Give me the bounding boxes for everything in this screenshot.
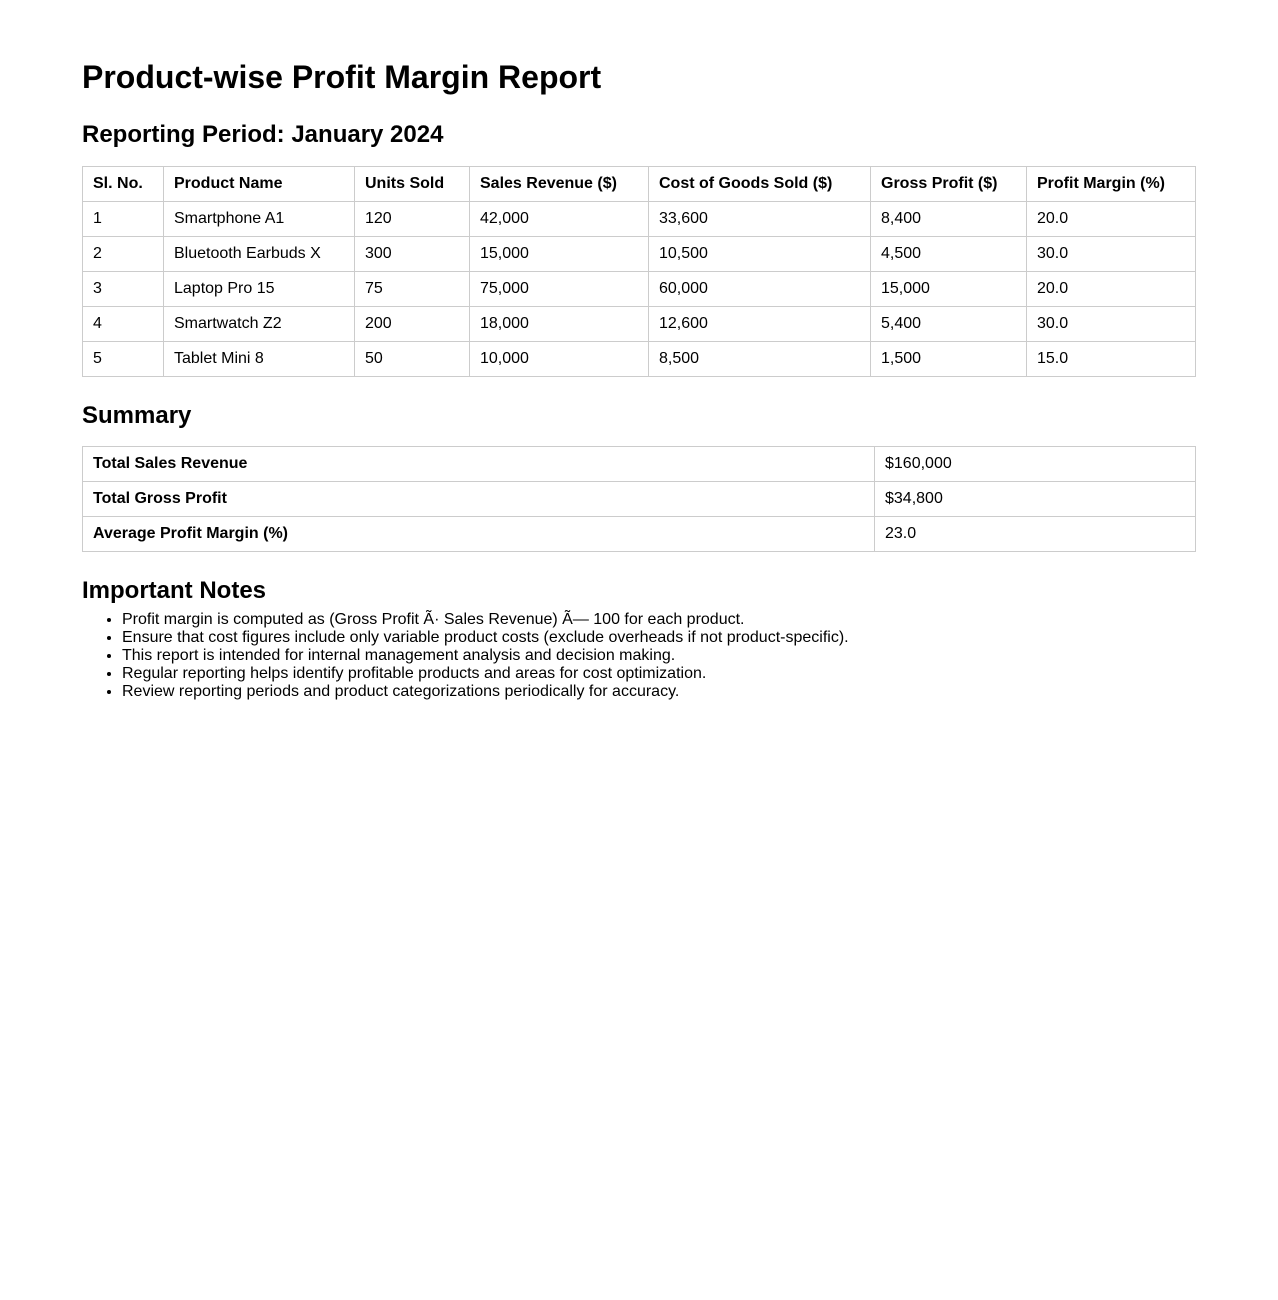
cell-units-sold: 75 [355,272,470,307]
cell-gross-profit: 5,400 [871,307,1027,342]
cell-sl-no: 5 [83,342,164,377]
cell-sales-revenue: 10,000 [470,342,649,377]
summary-row [83,482,1196,517]
table-row [83,237,1196,272]
summary-value: $160,000 [875,447,1196,482]
cell-gross-profit: 15,000 [871,272,1027,307]
cell-profit-margin: 30.0 [1027,237,1196,272]
reporting-period: Reporting Period: January 2024 [82,121,444,148]
table-row [83,202,1196,237]
cell-sl-no: 4 [83,307,164,342]
header-product-name: Product Name [164,167,355,202]
cell-sales-revenue: 18,000 [470,307,649,342]
summary-label: Total Gross Profit [83,482,875,517]
summary-value: $34,800 [875,482,1196,517]
cell-gross-profit: 1,500 [871,342,1027,377]
table-header-row [83,167,1196,202]
table-row [83,272,1196,307]
summary-table [82,446,1196,552]
cell-product-name: Bluetooth Earbuds X [164,237,355,272]
cell-cogs: 12,600 [649,307,871,342]
note-item: • This report is intended for internal management analysis and decision making. [122,647,1196,665]
cell-units-sold: 200 [355,307,470,342]
cell-product-name: Tablet Mini 8 [164,342,355,377]
cell-cogs: 60,000 [649,272,871,307]
cell-gross-profit: 8,400 [871,202,1027,237]
notes-list [82,611,1196,701]
header-profit-margin: Profit Margin (%) [1027,167,1196,202]
cell-cogs: 33,600 [649,202,871,237]
summary-value: 23.0 [875,517,1196,552]
cell-product-name: Laptop Pro 15 [164,272,355,307]
products-table [82,166,1196,377]
header-sl-no: Sl. No. [83,167,164,202]
cell-sl-no: 3 [83,272,164,307]
cell-profit-margin: 15.0 [1027,342,1196,377]
cell-sales-revenue: 15,000 [470,237,649,272]
note-item: • Regular reporting helps identify profitable products and areas for cost optimization. [122,665,1196,683]
table-row [83,307,1196,342]
summary-label: Total Sales Revenue [83,447,875,482]
cell-cogs: 10,500 [649,237,871,272]
cell-sl-no: 2 [83,237,164,272]
cell-profit-margin: 30.0 [1027,307,1196,342]
header-sales-revenue: Sales Revenue ($) [470,167,649,202]
summary-heading: Summary [82,402,192,429]
cell-cogs: 8,500 [649,342,871,377]
cell-gross-profit: 4,500 [871,237,1027,272]
cell-units-sold: 120 [355,202,470,237]
summary-row [83,447,1196,482]
table-row [83,342,1196,377]
note-item: • Profit margin is computed as (Gross Profit Ã· Sales Revenue) Ã— 100 for each product. [122,611,1196,629]
cell-sales-revenue: 42,000 [470,202,649,237]
cell-product-name: Smartwatch Z2 [164,307,355,342]
notes-heading: Important Notes [82,577,267,604]
header-gross-profit: Gross Profit ($) [871,167,1027,202]
page-title: Product-wise Profit Margin Report [82,59,602,95]
cell-profit-margin: 20.0 [1027,202,1196,237]
summary-label: Average Profit Margin (%) [83,517,875,552]
note-item: • Review reporting periods and product categorizations periodically for accuracy. [122,683,1196,701]
cell-units-sold: 300 [355,237,470,272]
note-item: • Ensure that cost figures include only variable product costs (exclude overheads if not product-specific). [122,629,1196,647]
cell-units-sold: 50 [355,342,470,377]
cell-profit-margin: 20.0 [1027,272,1196,307]
header-cogs: Cost of Goods Sold ($) [649,167,871,202]
cell-sl-no: 1 [83,202,164,237]
cell-product-name: Smartphone A1 [164,202,355,237]
cell-sales-revenue: 75,000 [470,272,649,307]
summary-row [83,517,1196,552]
header-units-sold: Units Sold [355,167,470,202]
